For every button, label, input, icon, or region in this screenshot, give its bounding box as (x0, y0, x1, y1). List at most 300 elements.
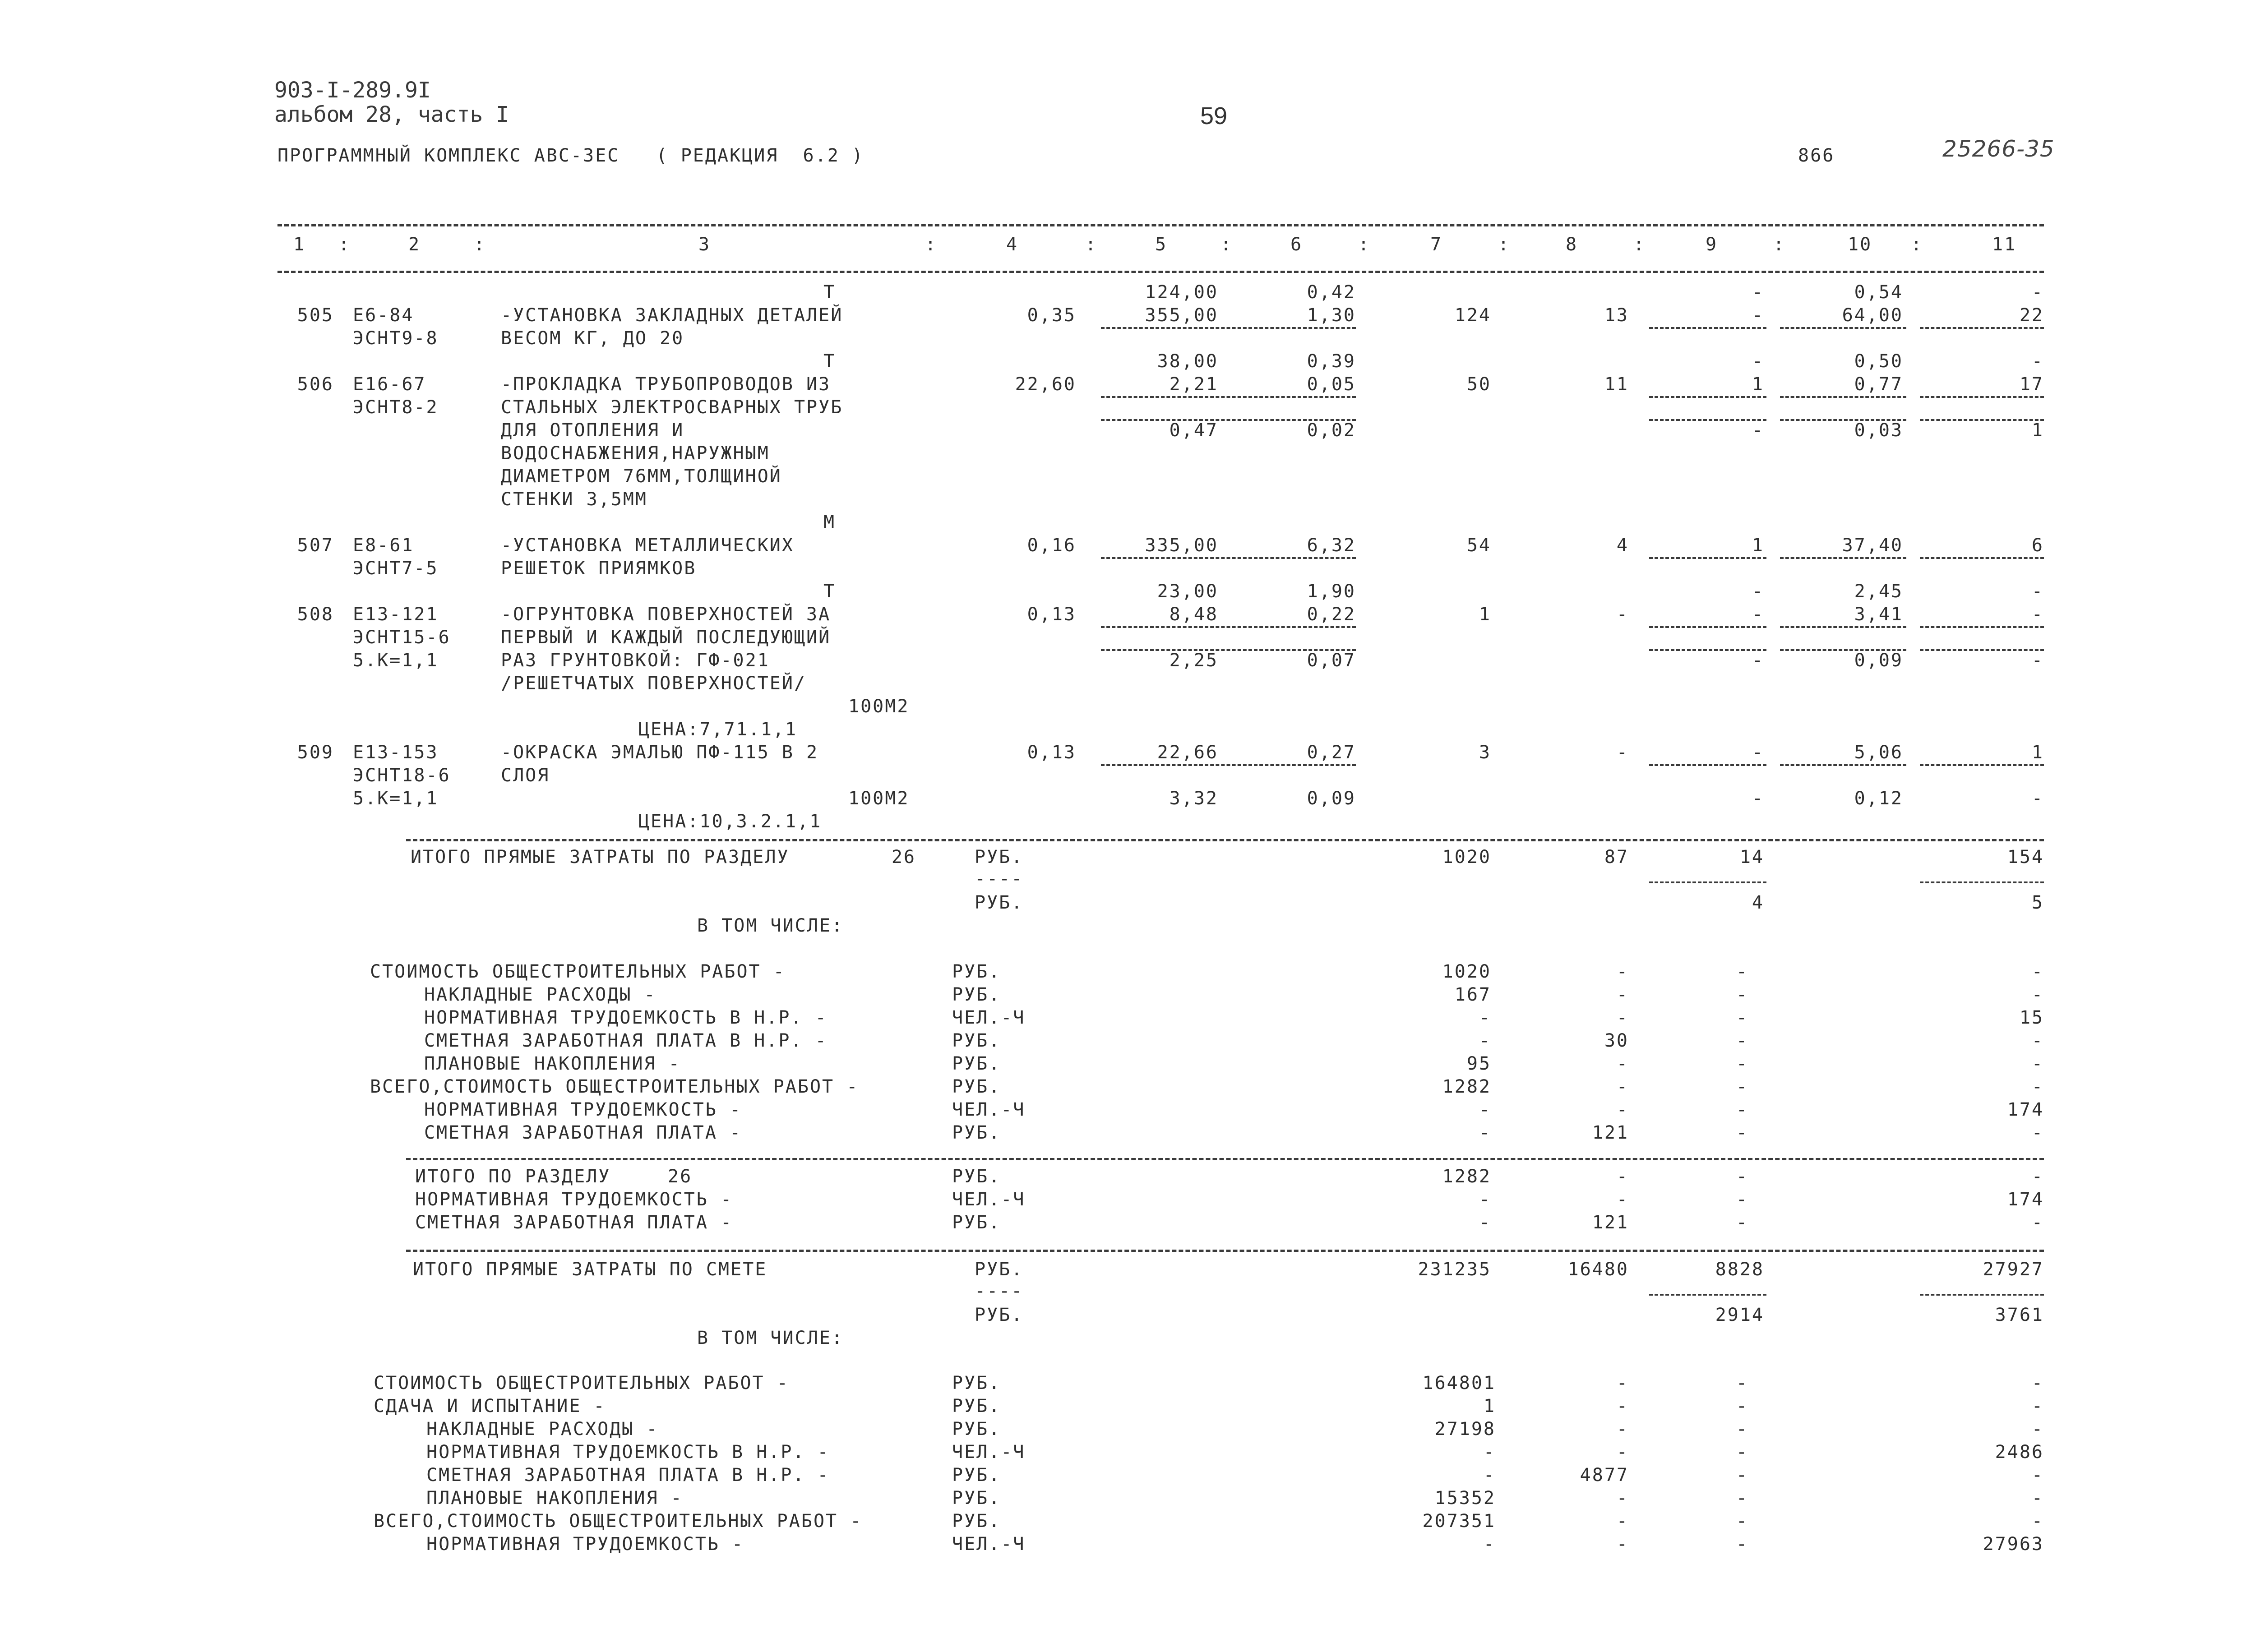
unit-wage: 0,02 (1307, 420, 1356, 441)
labor-total: 1 (2031, 420, 2044, 441)
total-wage: - (1616, 1442, 1629, 1463)
machine-cost: - (1736, 1488, 1748, 1509)
summary-label: ИТОГО ПО РАЗДЕЛУ (415, 1166, 611, 1187)
total-cost: 54 (1466, 535, 1491, 556)
total-cost: - (1479, 1030, 1491, 1051)
labor-total: - (2031, 984, 2044, 1005)
dashed-rule (406, 1158, 2044, 1160)
machine-cost: - (1736, 1099, 1748, 1120)
unit-wage: 0,07 (1307, 650, 1356, 671)
unit-measure: Т (823, 351, 836, 372)
unit-price: 2,21 (1169, 374, 1218, 395)
work-description: СЛОЯ (501, 765, 550, 786)
total-wage: 87 (1604, 847, 1629, 868)
total-wage: - (1616, 1396, 1629, 1417)
machine-cost: - (1752, 282, 1764, 303)
dashed-rule (1920, 626, 2044, 628)
dashed-rule (1920, 764, 2044, 766)
rate-code: ЭСНТ18-6 (353, 765, 451, 786)
labor-per-unit: 3,41 (1854, 604, 1903, 625)
labor-total: - (2031, 1122, 2044, 1143)
work-description: РЕШЕТОК ПРИЯМКОВ (501, 558, 697, 579)
dashed-rule (1780, 626, 1906, 628)
unit: РУБ. (952, 1122, 1001, 1143)
summary-label: СМЕТНАЯ ЗАРАБОТНАЯ ПЛАТА В Н.Р. - (426, 1465, 830, 1486)
work-description: ВЕСОМ КГ, ДО 20 (501, 328, 684, 349)
summary-label: НОРМАТИВНАЯ ТРУДОЕМКОСТЬ - (426, 1534, 744, 1555)
rate-code: ЭСНТ15-6 (353, 627, 451, 648)
work-description: -ОГРУНТОВКА ПОВЕРХНОСТЕЙ ЗА (501, 604, 831, 625)
labor-total: - (2031, 1053, 2044, 1074)
work-description: ДИАМЕТРОМ 76ММ,ТОЛЩИНОЙ (501, 466, 782, 487)
unit-measure: ЦЕНА:7,71.1,1 (638, 719, 798, 740)
unit-price: 0,47 (1169, 420, 1218, 441)
machine-cost: - (1736, 1465, 1748, 1486)
total-cost: - (1483, 1442, 1496, 1463)
dashed-rule (1780, 419, 1906, 421)
total-cost: - (1483, 1534, 1496, 1555)
column-separator: : (1773, 234, 1786, 255)
column-header-5: 5 (1155, 234, 1168, 255)
labor-total: - (2031, 1076, 2044, 1097)
dashed-rule (1780, 396, 1906, 398)
work-description: -ПРОКЛАДКА ТРУБОПРОВОДОВ ИЗ (501, 374, 831, 395)
unit-price: 335,00 (1145, 535, 1218, 556)
machine-cost: - (1736, 1122, 1748, 1143)
total-wage: - (1616, 1511, 1629, 1532)
column-header-7: 7 (1430, 234, 1443, 255)
summary-label: ПЛАНОВЫЕ НАКОПЛЕНИЯ - (424, 1053, 681, 1074)
work-description: ПЕРВЫЙ И КАЖДЫЙ ПОСЛЕДУЮЩИЙ (501, 627, 831, 648)
unit-measure: 100М2 (848, 696, 910, 717)
labor-total: - (2031, 351, 2044, 372)
unit: РУБ. (952, 1373, 1001, 1394)
total-wage: 121 (1592, 1212, 1629, 1233)
summary-label: СТОИМОСТЬ ОБЩЕСТРОИТЕЛЬНЫХ РАБОТ - (374, 1373, 789, 1394)
quantity: 22,60 (1015, 374, 1076, 395)
dashed-rule (1920, 419, 2044, 421)
including-heading: В ТОМ ЧИСЛЕ: (697, 1328, 844, 1348)
total-wage: 11 (1604, 374, 1629, 395)
dashed-rule (1101, 649, 1356, 651)
machine-cost: - (1736, 1396, 1748, 1417)
work-description: ДЛЯ ОТОПЛЕНИЯ И (501, 420, 684, 441)
unit: РУБ. (952, 1419, 1001, 1440)
unit: ЧЕЛ.-Ч (952, 1534, 1026, 1555)
unit: РУБ. (952, 1511, 1001, 1532)
total-wage: 4877 (1580, 1465, 1629, 1486)
summary-label: СДАЧА И ИСПЫТАНИЕ - (374, 1396, 606, 1417)
summary-label: СМЕТНАЯ ЗАРАБОТНАЯ ПЛАТА - (415, 1212, 733, 1233)
labor-per-unit: 0,54 (1854, 282, 1903, 303)
total-cost: 27198 (1434, 1419, 1496, 1440)
total-wage: - (1616, 1007, 1629, 1028)
column-separator: : (1358, 234, 1371, 255)
total-cost: 95 (1466, 1053, 1491, 1074)
machine-cost: - (1752, 788, 1764, 809)
unit-measure: ЦЕНА:10,3.2.1,1 (638, 811, 822, 832)
unit-wage: 0,27 (1307, 742, 1356, 763)
labor-per-unit: 5,06 (1854, 742, 1903, 763)
column-header-4: 4 (1006, 234, 1019, 255)
labor-total: 22 (2019, 305, 2044, 326)
total-wage: 30 (1604, 1030, 1629, 1051)
dashed-rule (1649, 1294, 1766, 1296)
labor-per-unit: 64,00 (1842, 305, 1903, 326)
dashed-rule (406, 1250, 2044, 1252)
row-number: 509 (297, 742, 334, 763)
column-separator: : (1498, 234, 1511, 255)
total-cost: 167 (1454, 984, 1491, 1005)
total-cost: - (1479, 1212, 1491, 1233)
total-wage: - (1616, 1189, 1629, 1210)
machine-cost: - (1752, 420, 1764, 441)
total-cost: 15352 (1434, 1488, 1496, 1509)
labor-per-unit: 0,12 (1854, 788, 1903, 809)
row-number: 505 (297, 305, 334, 326)
unit: РУБ. (952, 1076, 1001, 1097)
total-cost: - (1479, 1099, 1491, 1120)
total-cost: 124 (1454, 305, 1491, 326)
machine-cost: - (1736, 1053, 1748, 1074)
total-cost: 1282 (1442, 1076, 1491, 1097)
unit-wage: 0,22 (1307, 604, 1356, 625)
machine-cost: 1 (1752, 374, 1764, 395)
machine-cost: - (1736, 1419, 1748, 1440)
total-wage: - (1616, 961, 1629, 982)
unit: ЧЕЛ.-Ч (952, 1007, 1026, 1028)
work-description: -УСТАНОВКА МЕТАЛЛИЧЕСКИХ (501, 535, 794, 556)
total-wage: - (1616, 1166, 1629, 1187)
dashed-rule (1920, 649, 2044, 651)
summary-label: СТОИМОСТЬ ОБЩЕСТРОИТЕЛЬНЫХ РАБОТ - (370, 961, 786, 982)
summary-label: ВСЕГО,СТОИМОСТЬ ОБЩЕСТРОИТЕЛЬНЫХ РАБОТ - (374, 1511, 863, 1532)
machine-cost: 4 (1752, 892, 1764, 913)
unit: РУБ. (975, 847, 1024, 868)
dashed-rule (1649, 327, 1766, 329)
total-wage: - (1616, 1488, 1629, 1509)
labor-per-unit: 0,50 (1854, 351, 1903, 372)
labor-total: - (2031, 282, 2044, 303)
total-wage: 121 (1592, 1122, 1629, 1143)
dashed-rule (1101, 557, 1356, 559)
unit-wage: 0,05 (1307, 374, 1356, 395)
section-direct-costs-label: ИТОГО ПРЯМЫЕ ЗАТРАТЫ ПО РАЗДЕЛУ (411, 847, 790, 868)
unit: РУБ. (952, 1396, 1001, 1417)
rate-code: 5.К=1,1 (353, 650, 439, 671)
summary-label: СМЕТНАЯ ЗАРАБОТНАЯ ПЛАТА - (424, 1122, 742, 1143)
unit: РУБ. (952, 1053, 1001, 1074)
unit-price: 38,00 (1157, 351, 1218, 372)
dashed-rule (1101, 764, 1356, 766)
summary-label: ВСЕГО,СТОИМОСТЬ ОБЩЕСТРОИТЕЛЬНЫХ РАБОТ - (370, 1076, 859, 1097)
dashed-rule (277, 224, 2044, 226)
labor-total: - (2031, 788, 2044, 809)
unit-rule: ---- (975, 868, 1024, 889)
labor-total: 174 (2007, 1099, 2044, 1120)
work-description: ВОДОСНАБЖЕНИЯ,НАРУЖНЫМ (501, 443, 770, 464)
unit-price: 22,66 (1157, 742, 1218, 763)
summary-label: НОРМАТИВНАЯ ТРУДОЕМКОСТЬ В Н.Р. - (424, 1007, 828, 1028)
total-cost: - (1479, 1189, 1491, 1210)
section-number: 26 (891, 847, 916, 868)
row-number: 508 (297, 604, 334, 625)
total-cost: 164801 (1422, 1373, 1496, 1394)
labor-total: - (2031, 1030, 2044, 1051)
unit: РУБ. (975, 1305, 1024, 1325)
total-cost: 1 (1479, 604, 1491, 625)
unit-wage: 1,90 (1307, 581, 1356, 602)
column-separator: : (338, 234, 351, 255)
machine-cost: 2914 (1715, 1305, 1764, 1325)
labor-total: - (2031, 581, 2044, 602)
labor-total: - (2031, 604, 2044, 625)
unit-wage: 0,39 (1307, 351, 1356, 372)
dashed-rule (1649, 649, 1766, 651)
unit: РУБ. (952, 1030, 1001, 1051)
labor-total: 5 (2031, 892, 2044, 913)
total-cost: 50 (1466, 374, 1491, 395)
labor-total: 27963 (1983, 1534, 2044, 1555)
dashed-rule (1920, 327, 2044, 329)
column-separator: : (1911, 234, 1923, 255)
dashed-rule (1649, 557, 1766, 559)
dashed-rule (1101, 396, 1356, 398)
dashed-rule (1101, 419, 1356, 421)
column-header-2: 2 (408, 234, 421, 255)
handwritten-number: 25266-35 (1942, 136, 2055, 162)
column-separator: : (474, 234, 486, 255)
row-number: 506 (297, 374, 334, 395)
labor-total: 15 (2019, 1007, 2044, 1028)
unit-wage: 1,30 (1307, 305, 1356, 326)
unit-wage: 0,09 (1307, 788, 1356, 809)
quantity: 0,13 (1027, 742, 1076, 763)
quantity: 0,16 (1027, 535, 1076, 556)
summary-label: НАКЛАДНЫЕ РАСХОДЫ - (424, 984, 656, 1005)
page-number: 59 (1200, 102, 1228, 129)
work-description: РАЗ ГРУНТОВКОЙ: ГФ-021 (501, 650, 770, 671)
unit: РУБ. (952, 1465, 1001, 1486)
unit-price: 8,48 (1169, 604, 1218, 625)
labor-total: - (2031, 1465, 2044, 1486)
row-number: 507 (297, 535, 334, 556)
column-header-8: 8 (1566, 234, 1578, 255)
dashed-rule (1649, 419, 1766, 421)
quantity: 0,13 (1027, 604, 1076, 625)
summary-label: ПЛАНОВЫЕ НАКОПЛЕНИЯ - (426, 1488, 683, 1509)
labor-total: - (2031, 1396, 2044, 1417)
column-header-1: 1 (293, 234, 306, 255)
total-cost: - (1479, 1007, 1491, 1028)
machine-cost: - (1736, 1076, 1748, 1097)
labor-total: 3761 (1995, 1305, 2044, 1325)
machine-cost: - (1736, 1373, 1748, 1394)
total-wage: 13 (1604, 305, 1629, 326)
machine-cost: 8828 (1715, 1259, 1764, 1280)
dashed-rule (1101, 626, 1356, 628)
labor-total: 174 (2007, 1189, 2044, 1210)
summary-label: НОРМАТИВНАЯ ТРУДОЕМКОСТЬ - (424, 1099, 742, 1120)
section-number: 26 (668, 1166, 693, 1187)
column-header-6: 6 (1290, 234, 1303, 255)
rate-code: Е13-121 (353, 604, 439, 625)
total-wage: - (1616, 742, 1629, 763)
unit-rule: ---- (975, 1281, 1024, 1301)
machine-cost: - (1736, 1534, 1748, 1555)
machine-cost: - (1736, 1189, 1748, 1210)
dashed-rule (1920, 881, 2044, 883)
labor-per-unit: 0,03 (1854, 420, 1903, 441)
dashed-rule (1920, 557, 2044, 559)
dashed-rule (277, 271, 2044, 273)
machine-cost: - (1736, 961, 1748, 982)
sheet-code: 866 (1798, 145, 1835, 166)
labor-total: - (2031, 1488, 2044, 1509)
unit-wage: 6,32 (1307, 535, 1356, 556)
total-cost: 1282 (1442, 1166, 1491, 1187)
labor-total: - (2031, 1419, 2044, 1440)
machine-cost: - (1736, 1511, 1748, 1532)
machine-cost: - (1736, 1442, 1748, 1463)
labor-total: - (2031, 961, 2044, 982)
labor-per-unit: 0,09 (1854, 650, 1903, 671)
labor-total: 6 (2031, 535, 2044, 556)
dashed-rule (1649, 881, 1766, 883)
quantity: 0,35 (1027, 305, 1076, 326)
labor-total: 1 (2031, 742, 2044, 763)
total-cost: - (1483, 1465, 1496, 1486)
column-separator: : (1220, 234, 1233, 255)
dashed-rule (1649, 626, 1766, 628)
total-wage: - (1616, 984, 1629, 1005)
column-separator: : (1633, 234, 1646, 255)
total-wage: - (1616, 1099, 1629, 1120)
dashed-rule (1780, 557, 1906, 559)
work-description: -УСТАНОВКА ЗАКЛАДНЫХ ДЕТАЛЕЙ (501, 305, 843, 326)
dashed-rule (1649, 396, 1766, 398)
summary-label: НОРМАТИВНАЯ ТРУДОЕМКОСТЬ - (415, 1189, 733, 1210)
machine-cost: - (1736, 984, 1748, 1005)
machine-cost: - (1752, 742, 1764, 763)
work-description: СТЕНКИ 3,5ММ (501, 489, 647, 510)
work-description: -ОКРАСКА ЭМАЛЬЮ ПФ-115 В 2 (501, 742, 819, 763)
total-wage: - (1616, 1419, 1629, 1440)
machine-cost: - (1752, 604, 1764, 625)
total-cost: 231235 (1418, 1259, 1491, 1280)
summary-label: СМЕТНАЯ ЗАРАБОТНАЯ ПЛАТА В Н.Р. - (424, 1030, 828, 1051)
dashed-rule (1920, 1294, 2044, 1296)
labor-per-unit: 0,77 (1854, 374, 1903, 395)
unit-price: 124,00 (1145, 282, 1218, 303)
unit: РУБ. (952, 1212, 1001, 1233)
machine-cost: - (1736, 1030, 1748, 1051)
total-wage: - (1616, 1534, 1629, 1555)
rate-code: ЭСНТ7-5 (353, 558, 439, 579)
labor-total: - (2031, 1166, 2044, 1187)
dashed-rule (406, 839, 2044, 841)
unit: РУБ. (952, 1488, 1001, 1509)
summary-label: НАКЛАДНЫЕ РАСХОДЫ - (426, 1419, 659, 1440)
dashed-rule (1780, 649, 1906, 651)
unit-price: 3,32 (1169, 788, 1218, 809)
column-header-10: 10 (1848, 234, 1872, 255)
dashed-rule (1920, 396, 2044, 398)
labor-total: 27927 (1983, 1259, 2044, 1280)
total-wage: 4 (1616, 535, 1629, 556)
rate-code: ЭСНТ9-8 (353, 328, 439, 349)
unit: РУБ. (952, 1166, 1001, 1187)
labor-total: - (2031, 1212, 2044, 1233)
total-wage: 16480 (1567, 1259, 1629, 1280)
program-title: ПРОГРАММНЫЙ КОМПЛЕКС АВС-3ЕС ( РЕДАКЦИЯ 6.2 ) (277, 145, 864, 166)
labor-per-unit: 2,45 (1854, 581, 1903, 602)
machine-cost: 14 (1739, 847, 1764, 868)
unit-measure: М (823, 512, 836, 533)
labor-per-unit: 37,40 (1842, 535, 1903, 556)
unit: ЧЕЛ.-Ч (952, 1442, 1026, 1463)
total-cost: 3 (1479, 742, 1491, 763)
machine-cost: 1 (1752, 535, 1764, 556)
total-cost: - (1479, 1122, 1491, 1143)
labor-total: - (2031, 1511, 2044, 1532)
column-header-3: 3 (698, 234, 711, 255)
column-separator: : (1085, 234, 1098, 255)
estimate-direct-costs-label: ИТОГО ПРЯМЫЕ ЗАТРАТЫ ПО СМЕТЕ (413, 1259, 767, 1280)
unit-price: 23,00 (1157, 581, 1218, 602)
column-separator: : (925, 234, 938, 255)
work-description: СТАЛЬНЫХ ЭЛЕКТРОСВАРНЫХ ТРУБ (501, 397, 843, 418)
machine-cost: - (1752, 581, 1764, 602)
including-heading: В ТОМ ЧИСЛЕ: (697, 915, 844, 936)
total-cost: 1020 (1442, 847, 1491, 868)
unit-measure: Т (823, 282, 836, 303)
machine-cost: - (1736, 1212, 1748, 1233)
unit: РУБ. (952, 961, 1001, 982)
dashed-rule (1101, 327, 1356, 329)
unit: РУБ. (975, 1259, 1024, 1280)
rate-code: Е13-153 (353, 742, 439, 763)
unit-price: 355,00 (1145, 305, 1218, 326)
dashed-rule (1780, 764, 1906, 766)
unit: ЧЕЛ.-Ч (952, 1099, 1026, 1120)
machine-cost: - (1736, 1007, 1748, 1028)
labor-total: 17 (2019, 374, 2044, 395)
labor-total: - (2031, 650, 2044, 671)
unit: ЧЕЛ.-Ч (952, 1189, 1026, 1210)
rate-code: Е8-61 (353, 535, 414, 556)
column-header-9: 9 (1706, 234, 1718, 255)
column-header-11: 11 (1992, 234, 2017, 255)
total-cost: 1 (1483, 1396, 1496, 1417)
machine-cost: - (1752, 650, 1764, 671)
labor-total: 154 (2007, 847, 2044, 868)
total-wage: - (1616, 1076, 1629, 1097)
total-cost: 207351 (1422, 1511, 1496, 1532)
unit-wage: 0,42 (1307, 282, 1356, 303)
unit: РУБ. (975, 892, 1024, 913)
dashed-rule (1780, 327, 1906, 329)
machine-cost: - (1736, 1166, 1748, 1187)
dashed-rule (1649, 764, 1766, 766)
total-wage: - (1616, 604, 1629, 625)
document-code: 903-I-289.9I (274, 78, 431, 103)
total-wage: - (1616, 1373, 1629, 1394)
total-cost: 1020 (1442, 961, 1491, 982)
machine-cost: - (1752, 305, 1764, 326)
rate-code: ЭСНТ8-2 (353, 397, 439, 418)
rate-code: Е16-67 (353, 374, 426, 395)
